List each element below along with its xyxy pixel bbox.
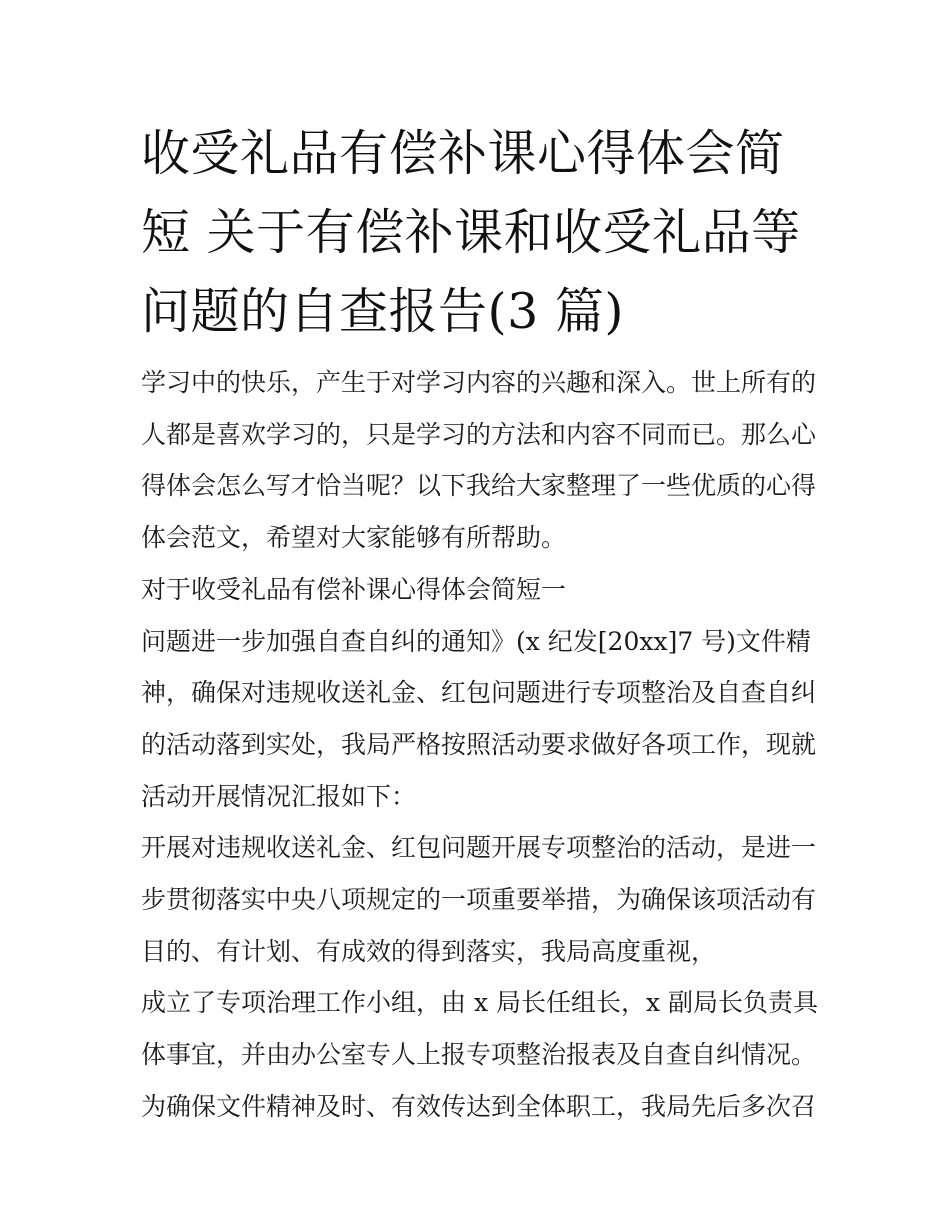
body-line: 问题进一步加强自查自纠的通知》(x 纪发[20xx]7 号)文件精 xyxy=(141,626,811,656)
body-line: 体会范文，希望对大家能够有所帮助。 xyxy=(141,523,567,553)
body-line: 的活动落到实处，我局严格按照活动要求做好各项工作，现就 xyxy=(141,729,817,759)
body-line: 步贯彻落实中央八项规定的一项重要举措，为确保该项活动有 xyxy=(141,885,817,915)
body-line: 为确保文件精神及时、有效传达到全体职工，我局先后多次召 xyxy=(141,1091,817,1121)
body-line: 神，确保对违规收送礼金、红包问题进行专项整治及自查自纠 xyxy=(141,678,817,708)
body-line: 目的、有计划、有成效的得到落实，我局高度重视， xyxy=(141,936,717,966)
body-line: 体事宜，并由办公室专人上报专项整治报表及自查自纠情况。 xyxy=(141,1040,817,1070)
title-line-1: 收受礼品有偿补课心得体会简 xyxy=(141,125,785,182)
body-line: 成立了专项治理工作小组，由 x 局长任组长，x 副局长负责具 xyxy=(141,988,819,1018)
title-line-3: 问题的自查报告(3 篇) xyxy=(141,283,624,340)
document-title xyxy=(141,114,821,351)
body-line: 活动开展情况汇报如下： xyxy=(141,781,417,811)
document-body xyxy=(141,357,821,1133)
body-line: 开展对违规收送礼金、红包问题开展专项整治的活动，是进一 xyxy=(141,833,817,863)
body-line: 学习中的快乐，产生于对学习内容的兴趣和深入。世上所有的 xyxy=(141,368,817,397)
body-line: 人都是喜欢学习的，只是学习的方法和内容不同而已。那么心 xyxy=(141,419,817,449)
title-line-2: 短 关于有偿补课和收受礼品等 xyxy=(141,204,801,261)
body-line: 得体会怎么写才恰当呢？以下我给大家整理了一些优质的心得 xyxy=(141,471,817,501)
section-heading: 对于收受礼品有偿补课心得体会简短一 xyxy=(141,574,567,604)
